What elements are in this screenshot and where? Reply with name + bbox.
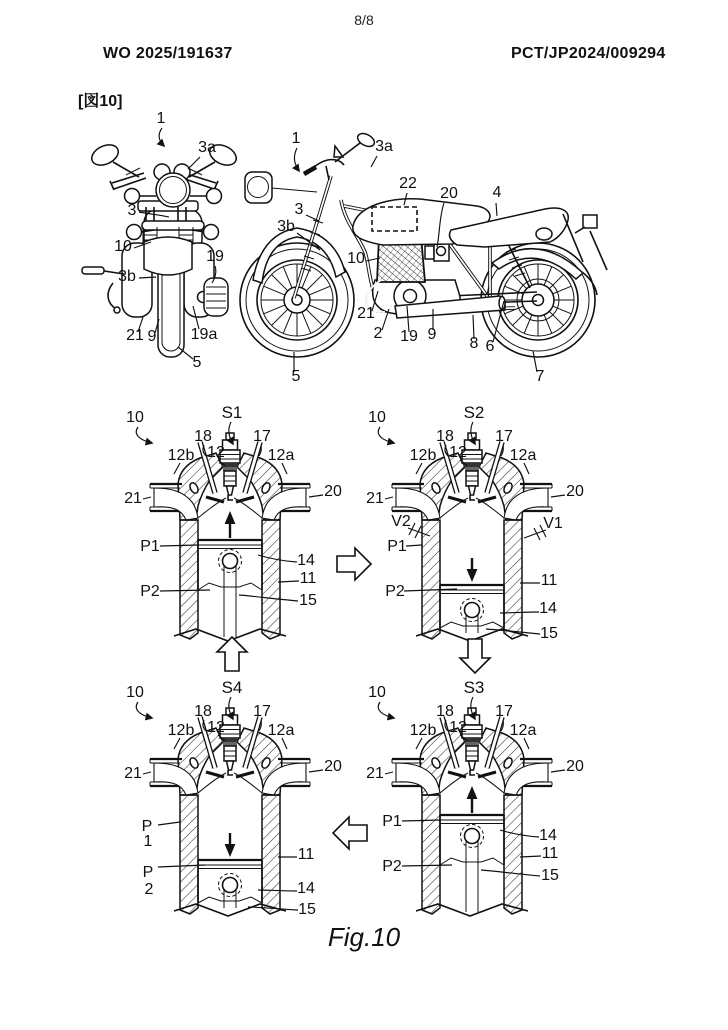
ref-label-p1: P [141,818,153,835]
cycle-arrow-left [333,817,367,849]
ref-label: 12a [509,722,537,739]
ref-label: P1 [387,538,407,555]
ref-label: 10 [114,238,132,255]
ref-label: P2 [382,858,402,875]
ref-label: 19a [190,326,218,343]
ref-label: 17 [253,428,271,445]
ref-label-v1: V1 [543,515,563,532]
ref-label: 20 [324,483,342,500]
ref-label: 10 [347,250,365,267]
ref-label: 15 [540,625,558,642]
carburetor [425,246,434,259]
ref-label: 12a [509,447,537,464]
ref-label: 18 [194,703,212,720]
ref-label: 12b [409,447,437,464]
ref-label: 12 [449,719,467,736]
ref-label: 3b [118,268,136,285]
cycle-arrow-down [460,639,490,673]
ref-label: 12a [267,722,295,739]
cylinder-diagram-s1 [124,403,342,641]
ref-label: 11 [297,846,315,863]
front-fender [144,237,192,275]
ref-label: 12b [167,447,195,464]
ref-label: 9 [147,328,157,345]
ref-label: P2 [140,583,160,600]
ref-label: 12b [409,722,437,739]
ref-label: 20 [440,185,458,202]
application-number: PCT/JP2024/009294 [511,45,666,62]
ref-label: 20 [566,758,584,775]
turn-signal-right [207,189,222,204]
ref-label: 15 [299,592,317,609]
ref-label: 18 [194,428,212,445]
ref-label: P1 [140,538,160,555]
cylinder-diagram-s2 [366,403,584,642]
ref-label: 3 [294,201,304,218]
ref-label: 19 [400,328,418,345]
ref-label: 10 [368,684,386,701]
ref-label: 3a [375,138,393,155]
ref-label: 11 [541,845,559,862]
headlight [156,173,190,207]
ref-label: 3 [127,202,137,219]
ref-label: 22 [399,175,417,192]
ref-label: 8 [469,335,479,352]
ref-label-v2: V2 [391,513,411,530]
ref-label: 3b [277,218,295,235]
ref-label: 12 [207,719,225,736]
ref-label: 12b [167,722,195,739]
ref-label: 10 [126,409,144,426]
figure-tag: [図10] [78,93,123,110]
ref-label: 14 [297,552,315,569]
ref-label: 17 [253,703,271,720]
ref-label: 11 [540,572,558,589]
muffler-front [204,278,228,316]
publication-number: WO 2025/191637 [103,45,233,62]
ref-label: 1 [291,130,301,147]
ref-label: 17 [495,703,513,720]
motorcycle-side-view [240,131,607,357]
ref-label-p1-num: 1 [143,833,153,850]
ref-label: 14 [297,880,315,897]
cycle-arrow-up [217,637,247,671]
stage-label-s4: S4 [221,678,243,697]
ref-label: 5 [192,354,202,371]
ref-label: 12 [449,444,467,461]
rear-signal [583,215,597,228]
ref-label: 21 [357,305,375,322]
ref-label: 11 [299,570,317,587]
stage-label-s2: S2 [463,403,485,422]
cylinder-diagram-s3 [366,678,584,916]
ref-label: 14 [539,600,557,617]
ref-label: 2 [373,325,383,342]
ref-label: 12a [267,447,295,464]
ref-label: 12 [207,444,225,461]
ref-label: 14 [539,827,557,844]
ref-label: 20 [566,483,584,500]
ref-label: 10 [126,684,144,701]
ref-label: 10 [368,409,386,426]
ref-label: 21 [366,490,384,507]
ref-label: 18 [436,703,454,720]
ref-label: 20 [324,758,342,775]
ref-label: 15 [541,867,559,884]
ref-label: 15 [298,901,316,918]
ref-label: 17 [495,428,513,445]
mirror [355,131,376,149]
ref-label-p2: P [142,864,154,881]
ref-label: 21 [366,765,384,782]
ref-label: P1 [382,813,402,830]
ref-label: 5 [291,368,301,385]
page-indicator: 8/8 [354,12,374,28]
ref-label: 21 [126,327,144,344]
ref-label: 9 [427,326,437,343]
ref-label: 19 [206,248,224,265]
cycle-arrow-right [337,548,371,580]
cylinder-diagram-s4 [124,678,342,918]
ref-label: 7 [535,368,545,385]
ref-label: 21 [124,765,142,782]
ref-label-p2-num: 2 [144,881,154,898]
figure-caption: Fig.10 [327,922,401,952]
ref-label: 4 [492,184,502,201]
stage-label-s3: S3 [463,678,485,697]
stage-label-s1: S1 [221,403,243,422]
ref-label: 21 [124,490,142,507]
ref-label: 6 [485,338,495,355]
ref-label: P2 [385,583,405,600]
ref-label: 18 [436,428,454,445]
ref-label: 3a [198,139,216,156]
ref-label: 1 [156,110,166,127]
